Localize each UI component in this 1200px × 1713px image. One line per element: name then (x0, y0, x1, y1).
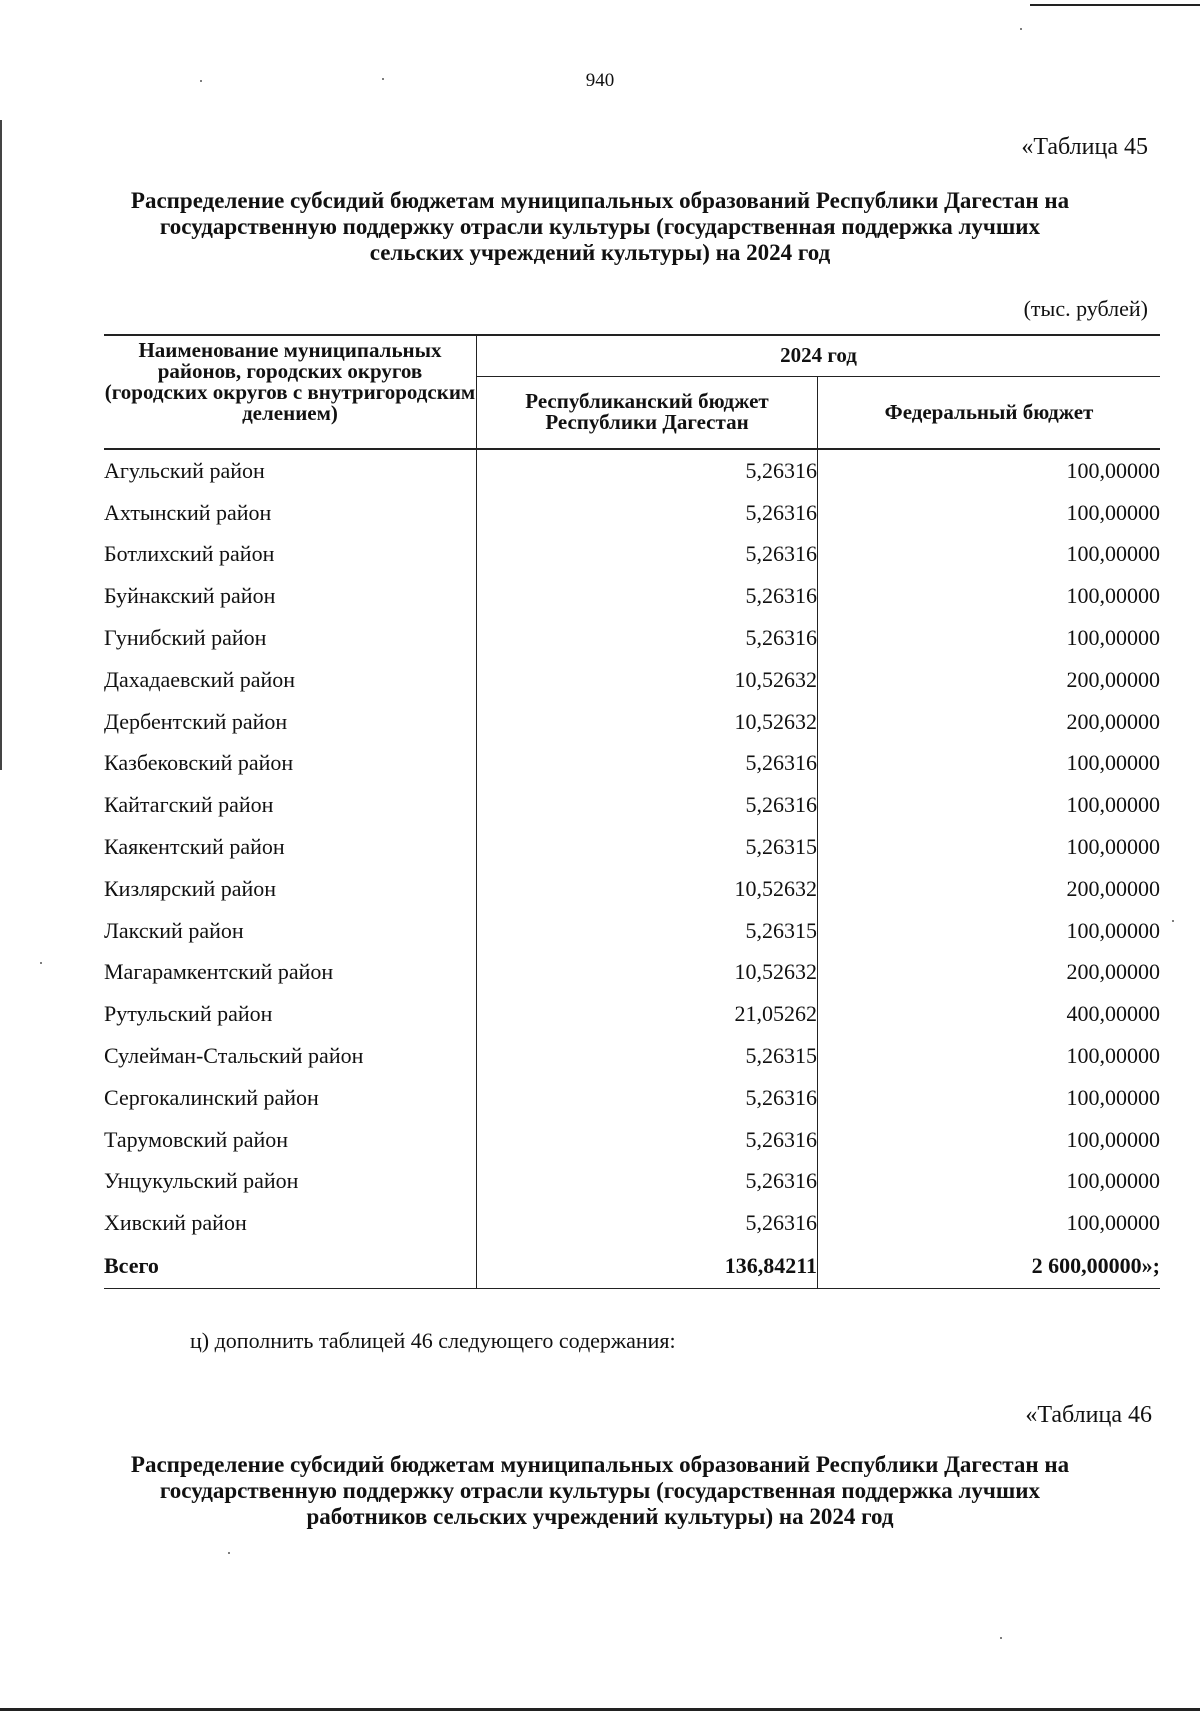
total-row (104, 1244, 1160, 1289)
republic-budget-cell: 5,26316 (477, 1202, 818, 1244)
municipality-cell: Ахтынский район (104, 492, 477, 534)
republic-budget-cell: 5,26315 (477, 910, 818, 952)
municipality-cell: Хивский район (104, 1202, 477, 1244)
republic-budget-cell: 5,26316 (477, 1119, 818, 1161)
republic-budget-cell: 10,52632 (477, 868, 818, 910)
republic-budget-cell: 5,26316 (477, 1161, 818, 1203)
federal-budget-cell: 100,00000 (1066, 541, 1160, 567)
federal-budget-cell: 100,00000 (1066, 1168, 1160, 1194)
municipality-cell: Казбековский район (104, 743, 477, 785)
table-row (104, 701, 1160, 743)
municipality-cell: Рутульский район (104, 993, 477, 1035)
table-45-title: Распределение субсидий бюджетам муниципальных образований Республики Дагестан на государственную поддержку отрасли культуры (государственная поддержка лучших сельских учреждений культуры) на 2024 год (130, 188, 1070, 265)
header-municipality: Наименование муниципальных районов, городских округов (городских округов с внутригородским делением) (104, 335, 477, 449)
table-row (104, 1077, 1160, 1119)
municipality-cell: Каякентский район (104, 826, 477, 868)
amendment-clause: ц) дополнить таблицей 46 следующего содержания: (190, 1328, 676, 1353)
table-row (104, 910, 1160, 952)
municipality-cell: Дахадаевский район (104, 659, 477, 701)
federal-budget-cell: 100,00000 (1066, 625, 1160, 651)
table-row (104, 784, 1160, 826)
municipality-cell: Гунибский район (104, 617, 477, 659)
table-row (104, 952, 1160, 994)
table-46-title: Распределение субсидий бюджетам муниципальных образований Республики Дагестан на государственную поддержку отрасли культуры (государственная поддержка лучших работников сельских учреждений культуры) на 2024 год (130, 1452, 1070, 1529)
municipality-cell: Магарамкентский район (104, 952, 477, 994)
table-45-label: «Таблица 45 (1021, 134, 1148, 160)
page-number: 940 (585, 70, 615, 91)
municipality-cell: Агульский район (104, 449, 477, 492)
table-row (104, 449, 1160, 492)
table-row (104, 575, 1160, 617)
federal-budget-cell: 100,00000 (1066, 834, 1160, 860)
federal-budget-cell: 100,00000 (1066, 917, 1160, 943)
municipality-cell: Тарумовский район (104, 1119, 477, 1161)
municipality-cell: Сергокалинский район (104, 1077, 477, 1119)
federal-budget-cell: 100,00000 (1066, 750, 1160, 776)
republic-budget-cell: 10,52632 (477, 659, 818, 701)
scan-speck (228, 1552, 230, 1554)
federal-budget-cell: 100,00000 (1066, 1126, 1160, 1152)
total-republic: 136,84211 (477, 1244, 818, 1289)
federal-budget-cell: 100,00000 (1066, 1084, 1160, 1110)
municipality-cell: Дербентский район (104, 701, 477, 743)
header-year: 2024 год (477, 335, 1161, 376)
republic-budget-cell: 10,52632 (477, 701, 818, 743)
table-row (104, 993, 1160, 1035)
table-row (104, 868, 1160, 910)
units-label: (тыс. рублей) (1023, 296, 1148, 321)
scan-speck (40, 962, 42, 964)
municipality-cell: Лакский район (104, 910, 477, 952)
municipality-cell: Буйнакский район (104, 575, 477, 617)
republic-budget-cell: 5,26316 (477, 492, 818, 534)
federal-budget-cell: 200,00000 (1066, 666, 1160, 692)
table-row (104, 534, 1160, 576)
scan-speck (1020, 28, 1022, 30)
federal-budget-cell: 100,00000 (1066, 1210, 1160, 1236)
republic-budget-cell: 21,05262 (477, 993, 818, 1035)
table-row (104, 659, 1160, 701)
scan-edge-top (1030, 4, 1200, 6)
scan-speck (1000, 1637, 1002, 1639)
municipality-cell: Кайтагский район (104, 784, 477, 826)
table-46-label: «Таблица 46 (1025, 1402, 1152, 1428)
municipality-cell: Сулейман-Стальский район (104, 1035, 477, 1077)
federal-budget-cell: 100,00000 (1066, 792, 1160, 818)
scan-edge-bottom (0, 1708, 1200, 1711)
table-row (104, 1119, 1160, 1161)
table-row (104, 1202, 1160, 1244)
republic-budget-cell: 5,26316 (477, 1077, 818, 1119)
republic-budget-cell: 5,26316 (477, 575, 818, 617)
republic-budget-cell: 5,26316 (477, 743, 818, 785)
table-row (104, 492, 1160, 534)
federal-budget-cell: 100,00000 (1066, 1043, 1160, 1069)
municipality-cell: Унцукульский район (104, 1161, 477, 1203)
republic-budget-cell: 5,26316 (477, 784, 818, 826)
subsidy-table-45 (104, 334, 1160, 1289)
federal-budget-cell: 200,00000 (1066, 959, 1160, 985)
scan-speck (1172, 920, 1174, 922)
header-federal-budget: Федеральный бюджет (818, 376, 1161, 449)
republic-budget-cell: 5,26316 (477, 449, 818, 492)
federal-budget-cell: 100,00000 (1066, 583, 1160, 609)
scan-edge-left (0, 120, 2, 770)
table-row (104, 1161, 1160, 1203)
republic-budget-cell: 5,26316 (477, 617, 818, 659)
federal-budget-cell: 100,00000 (1066, 457, 1160, 483)
federal-budget-cell: 200,00000 (1066, 708, 1160, 734)
federal-budget-cell: 400,00000 (1066, 1001, 1160, 1027)
federal-budget-cell: 200,00000 (1066, 875, 1160, 901)
total-label: Всего (104, 1244, 477, 1289)
republic-budget-cell: 5,26315 (477, 1035, 818, 1077)
table-row (104, 617, 1160, 659)
scan-speck (382, 78, 384, 80)
republic-budget-cell: 10,52632 (477, 952, 818, 994)
table-row (104, 1035, 1160, 1077)
table-row (104, 826, 1160, 868)
republic-budget-cell: 5,26315 (477, 826, 818, 868)
total-federal: 2 600,00000»; (818, 1244, 1161, 1289)
scan-speck (200, 80, 202, 82)
federal-budget-cell: 100,00000 (1066, 499, 1160, 525)
republic-budget-cell: 5,26316 (477, 534, 818, 576)
municipality-cell: Ботлихский район (104, 534, 477, 576)
header-republic-budget: Республиканский бюджет Республики Дагестан (477, 376, 818, 449)
municipality-cell: Кизлярский район (104, 868, 477, 910)
table-body (104, 449, 1160, 1244)
table-row (104, 743, 1160, 785)
